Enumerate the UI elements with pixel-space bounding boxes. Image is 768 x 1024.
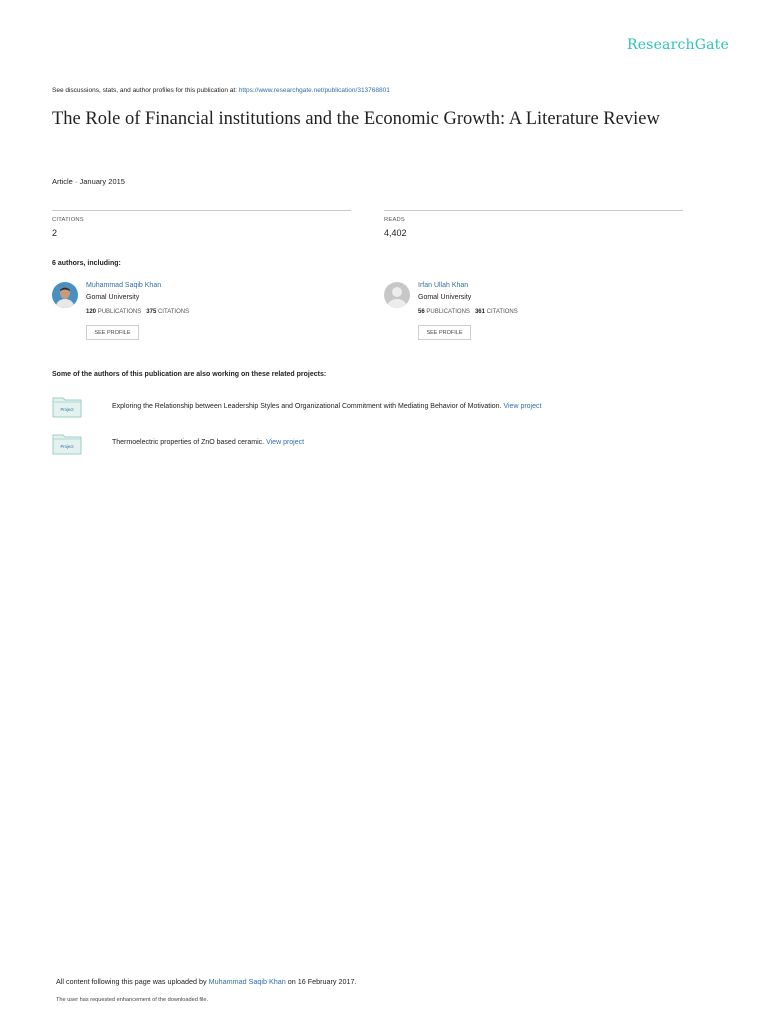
author-1-citations-count: 375 — [146, 309, 157, 315]
author-2-citations-label: CITATIONS — [486, 309, 518, 315]
author-2-name[interactable]: Irfan Ullah Khan — [418, 282, 469, 289]
project-1-folder-icon — [52, 396, 82, 418]
citations-value: 2 — [52, 228, 58, 238]
project-1-text: Exploring the Relationship between Leadership Styles and Organizational Commitment with Mediating Behavior of Motivation. — [112, 403, 502, 410]
enhancement-note: The user has requested enhancement of the downloaded file. — [56, 997, 209, 1003]
author-2-avatar[interactable] — [384, 282, 410, 308]
author-1-publications-count: 120 — [86, 309, 97, 315]
publication-url-link[interactable]: https://www.researchgate.net/publication/313768801 — [238, 87, 390, 94]
project-2-text: Thermoelectric properties of ZnO based ceramic. — [112, 439, 265, 446]
projects-heading: Some of the authors of this publication are also working on these related projects: — [52, 371, 327, 378]
project-1-row — [112, 403, 541, 410]
discussion-text: See discussions, stats, and author profiles for this publication at: — [52, 87, 237, 94]
upload-info — [56, 977, 357, 986]
project-2-folder-icon — [52, 433, 82, 455]
uploader-link[interactable]: Muhammad Saqib Khan — [208, 977, 286, 986]
author-1-avatar[interactable] — [52, 282, 78, 308]
folder-icon — [52, 433, 82, 455]
author-1-institution: Gomal University — [86, 294, 140, 301]
author-2-publications-label: PUBLICATIONS — [426, 309, 470, 315]
reads-divider — [384, 210, 683, 211]
project-1-view-project-link[interactable]: View project — [503, 403, 542, 410]
paper-type-date: Article · January 2015 — [52, 177, 125, 186]
author-1-name[interactable]: Muhammad Saqib Khan — [86, 282, 162, 289]
author-2-institution: Gomal University — [418, 294, 472, 301]
paper-title: The Role of Financial institutions and the Economic Growth: A Literature Review — [52, 109, 660, 129]
author-1-see-profile-button[interactable]: SEE PROFILE — [86, 325, 139, 340]
author-1-stats — [86, 309, 189, 315]
citations-divider — [52, 210, 351, 211]
author-2-publications-count: 56 — [418, 309, 425, 315]
authors-heading: 6 authors, including: — [52, 260, 121, 267]
author-1-publications-label: PUBLICATIONS — [97, 309, 142, 315]
reads-label: READS — [384, 217, 405, 223]
discussion-line — [52, 87, 390, 94]
researchgate-logo[interactable]: ResearchGate — [626, 37, 729, 53]
author-1-citations-label: CITATIONS — [157, 309, 190, 315]
project-2-row — [112, 439, 304, 446]
author-2-citations-count: 361 — [474, 309, 485, 315]
default-user-icon — [384, 282, 410, 308]
reads-value: 4,402 — [384, 228, 407, 238]
author-photo-icon — [52, 282, 78, 308]
project-icon-label: Project — [60, 407, 74, 412]
author-2-see-profile-button[interactable]: SEE PROFILE — [418, 325, 471, 340]
upload-prefix: All content following this page was uploaded by — [56, 977, 207, 986]
project-2-view-project-link[interactable]: View project — [266, 439, 305, 446]
citations-label: CITATIONS — [52, 217, 84, 223]
project-icon-label: Project — [60, 444, 74, 449]
author-2-stats — [418, 309, 518, 315]
upload-suffix: on 16 February 2017. — [287, 977, 357, 986]
folder-icon — [52, 396, 82, 418]
